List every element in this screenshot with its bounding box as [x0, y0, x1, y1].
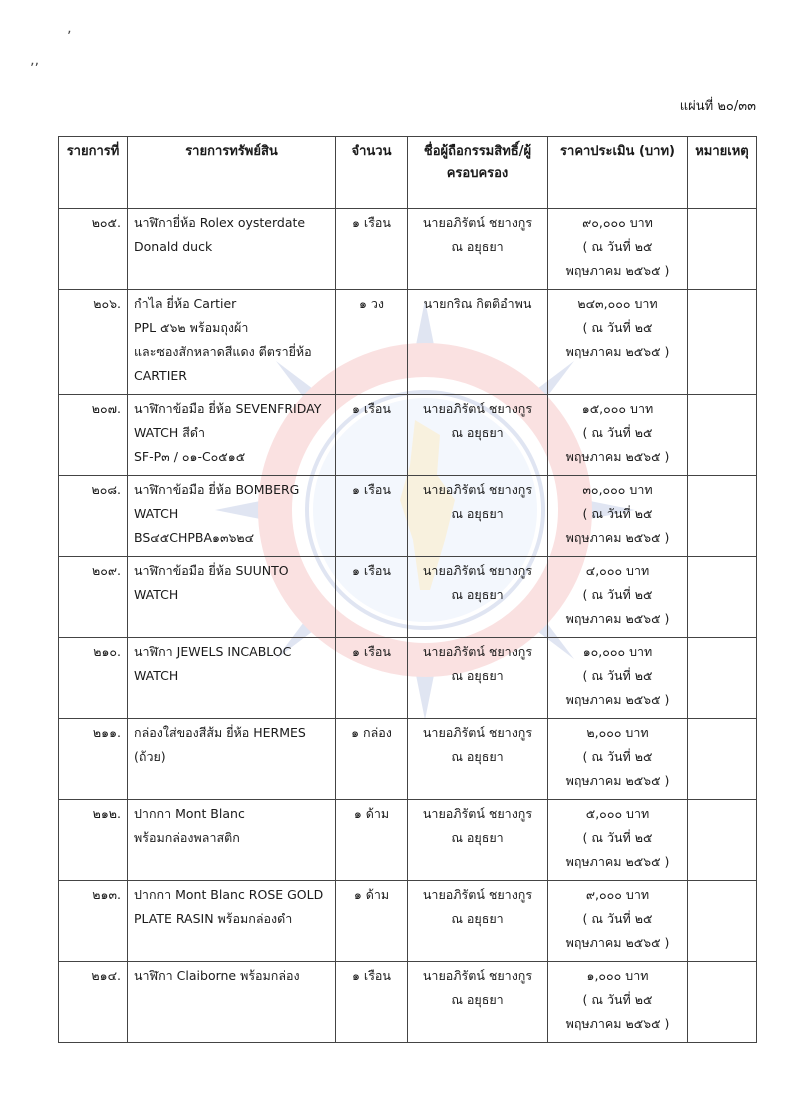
cell-price: ๔,๐๐๐ บาท ( ณ วันที่ ๒๕ พฤษภาคม ๒๕๖๕ ) — [548, 557, 688, 638]
cell-owner: นายอภิรัตน์ ชยางกูร ณ อยุธยา — [408, 800, 548, 881]
cell-no: ๒๑๑. — [59, 719, 128, 800]
cell-owner: นายกริณ กิตติอำพน — [408, 290, 548, 395]
cell-qty: ๑ เรือน — [336, 395, 408, 476]
header-item-desc: รายการทรัพย์สิน — [128, 137, 336, 209]
cell-no: ๒๑๒. — [59, 800, 128, 881]
cell-qty: ๑ ด้าม — [336, 800, 408, 881]
cell-note — [688, 719, 757, 800]
cell-note — [688, 209, 757, 290]
cell-note — [688, 638, 757, 719]
cell-price: ๙๐,๐๐๐ บาท ( ณ วันที่ ๒๕ พฤษภาคม ๒๕๖๕ ) — [548, 209, 688, 290]
cell-owner: นายอภิรัตน์ ชยางกูร ณ อยุธยา — [408, 719, 548, 800]
cell-no: ๒๐๗. — [59, 395, 128, 476]
cell-note — [688, 557, 757, 638]
cell-no: ๒๑๔. — [59, 962, 128, 1043]
cell-no: ๒๐๕. — [59, 209, 128, 290]
header-item-no: รายการที่ — [59, 137, 128, 209]
table-row — [59, 962, 757, 1043]
asset-table — [58, 136, 757, 1043]
cell-note — [688, 800, 757, 881]
cell-qty: ๑ วง — [336, 290, 408, 395]
cell-note — [688, 962, 757, 1043]
cell-item: นาฬิกา JEWELS INCABLOC WATCH — [128, 638, 336, 719]
table-row — [59, 476, 757, 557]
cell-owner: นายอภิรัตน์ ชยางกูร ณ อยุธยา — [408, 395, 548, 476]
table-row — [59, 638, 757, 719]
cell-owner: นายอภิรัตน์ ชยางกูร ณ อยุธยา — [408, 638, 548, 719]
cell-note — [688, 290, 757, 395]
cell-price: ๑๐,๐๐๐ บาท ( ณ วันที่ ๒๕ พฤษภาคม ๒๕๖๕ ) — [548, 638, 688, 719]
table-row — [59, 209, 757, 290]
cell-no: ๒๐๖. — [59, 290, 128, 395]
table-row — [59, 719, 757, 800]
table-row — [59, 800, 757, 881]
cell-note — [688, 395, 757, 476]
cell-item: กล่องใส่ของสีส้ม ยี่ห้อ HERMES (ถ้วย) — [128, 719, 336, 800]
sheet-number: แผ่นที่ ๒๐/๓๓ — [679, 99, 756, 114]
cell-item: นาฬิกาข้อมือ ยี่ห้อ SEVENFRIDAY WATCH สีดำ SF-P๓ / ๐๑-C๐๕๑๕ — [128, 395, 336, 476]
cell-no: ๒๐๙. — [59, 557, 128, 638]
table-row — [59, 395, 757, 476]
table-row — [59, 557, 757, 638]
cell-price: ๓๐,๐๐๐ บาท ( ณ วันที่ ๒๕ พฤษภาคม ๒๕๖๕ ) — [548, 476, 688, 557]
cell-item: นาฬิกาข้อมือ ยี่ห้อ SUUNTO WATCH — [128, 557, 336, 638]
cell-qty: ๑ เรือน — [336, 638, 408, 719]
cell-price: ๕,๐๐๐ บาท ( ณ วันที่ ๒๕ พฤษภาคม ๒๕๖๕ ) — [548, 800, 688, 881]
cell-item: ปากกา Mont Blanc พร้อมกล่องพลาสติก — [128, 800, 336, 881]
cell-qty: ๑ ด้าม — [336, 881, 408, 962]
cell-qty: ๑ เรือน — [336, 557, 408, 638]
cell-note — [688, 476, 757, 557]
cell-qty: ๑ เรือน — [336, 962, 408, 1043]
cell-qty: ๑ กล่อง — [336, 719, 408, 800]
cell-item: นาฬิกา Claiborne พร้อมกล่อง — [128, 962, 336, 1043]
cell-owner: นายอภิรัตน์ ชยางกูร ณ อยุธยา — [408, 962, 548, 1043]
cell-price: ๒,๐๐๐ บาท ( ณ วันที่ ๒๕ พฤษภาคม ๒๕๖๕ ) — [548, 719, 688, 800]
cell-qty: ๑ เรือน — [336, 209, 408, 290]
table-row — [59, 290, 757, 395]
cell-owner: นายอภิรัตน์ ชยางกูร ณ อยุธยา — [408, 209, 548, 290]
cell-owner: นายอภิรัตน์ ชยางกูร ณ อยุธยา — [408, 881, 548, 962]
cell-owner: นายอภิรัตน์ ชยางกูร ณ อยุธยา — [408, 557, 548, 638]
cell-price: ๑๕,๐๐๐ บาท ( ณ วันที่ ๒๕ พฤษภาคม ๒๕๖๕ ) — [548, 395, 688, 476]
header-price: ราคาประเมิน (บาท) — [548, 137, 688, 209]
header-note: หมายเหตุ — [688, 137, 757, 209]
cell-no: ๒๐๘. — [59, 476, 128, 557]
cell-price: ๒๔๓,๐๐๐ บาท ( ณ วันที่ ๒๕ พฤษภาคม ๒๕๖๕ ) — [548, 290, 688, 395]
table-row — [59, 881, 757, 962]
cell-note — [688, 881, 757, 962]
cell-item: นาฬิกาข้อมือ ยี่ห้อ BOMBERG WATCH BS๔๕CHPBA๑๓๖๒๔ — [128, 476, 336, 557]
cell-price: ๑,๐๐๐ บาท ( ณ วันที่ ๒๕ พฤษภาคม ๒๕๖๕ ) — [548, 962, 688, 1043]
cell-item: นาฬิกายี่ห้อ Rolex oysterdate Donald duck — [128, 209, 336, 290]
cell-owner: นายอภิรัตน์ ชยางกูร ณ อยุธยา — [408, 476, 548, 557]
header-owner: ชื่อผู้ถือกรรมสิทธิ์/ผู้ครอบครอง — [408, 137, 548, 209]
cell-price: ๙,๐๐๐ บาท ( ณ วันที่ ๒๕ พฤษภาคม ๒๕๖๕ ) — [548, 881, 688, 962]
cell-no: ๒๑๐. — [59, 638, 128, 719]
cell-item: ปากกา Mont Blanc ROSE GOLD PLATE RASIN พร้อมกล่องดำ — [128, 881, 336, 962]
cell-qty: ๑ เรือน — [336, 476, 408, 557]
table-header-row — [59, 137, 757, 209]
header-quantity: จำนวน — [336, 137, 408, 209]
cell-no: ๒๑๓. — [59, 881, 128, 962]
cell-item: กำไล ยี่ห้อ Cartier PPL ๕๖๒ พร้อมถุงผ้า และซองสักหลาดสีแดง ตีตรายี่ห้อ CARTIER — [128, 290, 336, 395]
